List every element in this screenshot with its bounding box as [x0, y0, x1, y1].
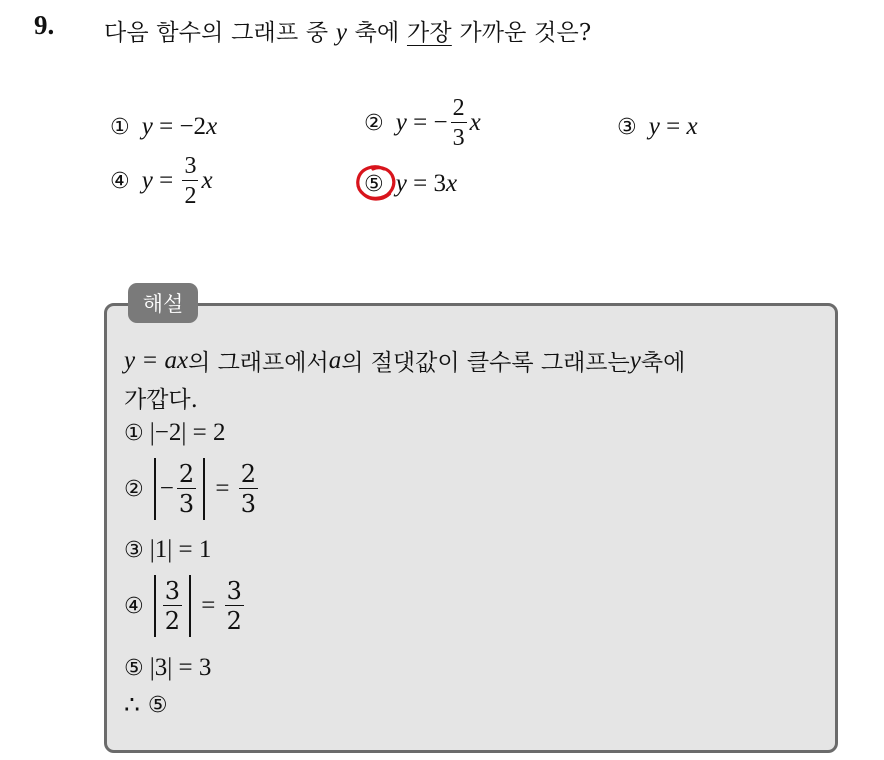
question-number: 9. — [34, 10, 55, 40]
option-marker: ② — [364, 110, 384, 136]
option-marker: ⑤ — [364, 171, 384, 197]
sign: − — [433, 109, 448, 136]
fraction — [177, 462, 196, 516]
intro-text: 의 그래프에서 — [188, 350, 329, 376]
intro-var-y: y — [629, 346, 641, 374]
answer-circle-mark — [354, 163, 400, 203]
abs-result: 1 — [198, 536, 212, 563]
var-x: x — [201, 167, 213, 194]
option-4[interactable] — [110, 154, 213, 208]
equals: = — [159, 113, 174, 140]
var-x: x — [445, 170, 458, 197]
abs-inner: 1 — [154, 536, 168, 563]
numerator: 2 — [178, 460, 195, 488]
item-marker: ③ — [124, 537, 144, 563]
numerator: 3 — [184, 153, 197, 179]
numerator: 2 — [240, 460, 257, 488]
question-text-part: 축에 — [347, 20, 407, 46]
numerator: 2 — [452, 95, 465, 121]
question-text — [104, 14, 591, 47]
question-var: y — [335, 19, 348, 46]
option-1[interactable] — [110, 113, 217, 141]
option-expression — [142, 154, 213, 208]
item-marker: ④ — [124, 593, 144, 619]
solution-intro-line2 — [124, 381, 198, 414]
var-x: x — [206, 113, 218, 140]
denominator: 2 — [164, 607, 181, 635]
item-marker: ① — [124, 420, 144, 446]
intro-var-a: a — [328, 346, 342, 374]
option-marker: ③ — [617, 114, 637, 140]
var-y: y — [395, 109, 407, 136]
var-y: y — [648, 113, 660, 140]
item-marker: ② — [124, 476, 144, 502]
fraction — [163, 579, 182, 633]
solution-item-2: ② − $\frac{2}{3}$ = $\frac{2}{3}$ — [124, 460, 257, 518]
solution-label: 해설 — [128, 283, 198, 323]
therefore-symbol: ∴ — [124, 692, 140, 719]
solution-item-4: ④ $\frac{3}{2}$ = $\frac{3}{2}$ — [124, 577, 242, 635]
equals: = — [413, 170, 428, 197]
item-marker: ⑤ — [124, 655, 144, 681]
abs-inner: −2 — [154, 419, 182, 446]
var-x: x — [469, 109, 481, 136]
intro-text: 가깝다. — [124, 387, 198, 413]
option-marker: ④ — [110, 168, 130, 194]
fraction — [225, 579, 244, 633]
solution-item-3: ③ | 1 | = 1 — [124, 536, 212, 563]
equals: = — [666, 113, 681, 140]
intro-math: y = ax — [124, 346, 189, 374]
abs-inner: 3 — [154, 654, 168, 681]
abs-result: 3 — [198, 654, 212, 681]
question-emphasis: 가장 — [406, 20, 452, 46]
conclusion-marker: ⑤ — [147, 692, 168, 718]
solution-conclusion — [124, 690, 180, 720]
question-text-part: 가까운 것은? — [451, 20, 592, 46]
numerator: 3 — [164, 577, 181, 605]
solution-intro-line1 — [124, 344, 685, 377]
abs-result: 2 — [212, 419, 226, 446]
var-y: y — [141, 167, 153, 194]
fraction — [451, 96, 467, 150]
intro-text: 축에 — [640, 350, 686, 376]
option-expression — [142, 113, 217, 141]
sign: − — [159, 475, 174, 502]
equals: = — [413, 109, 428, 136]
option-3[interactable] — [617, 113, 698, 141]
fraction — [239, 462, 258, 516]
option-marker: ① — [110, 114, 130, 140]
denominator: 2 — [226, 607, 242, 635]
denominator: 3 — [178, 490, 195, 518]
question-text-part: 다음 함수의 그래프 중 — [104, 20, 336, 46]
solution-item-1: ① | −2 | = 2 — [124, 419, 226, 446]
var-y: y — [141, 113, 153, 140]
denominator: 2 — [184, 183, 197, 209]
var-y: y — [395, 170, 407, 197]
coefficient: −2 — [179, 113, 207, 140]
option-expression — [396, 96, 481, 150]
solution-item-5: ⑤ | 3 | = 3 — [124, 654, 212, 681]
coefficient: 3 — [433, 170, 446, 197]
denominator: 3 — [452, 125, 465, 151]
fraction — [182, 154, 198, 208]
equals: = — [159, 167, 174, 194]
denominator: 3 — [240, 490, 257, 518]
option-expression — [396, 170, 457, 198]
var-x: x — [686, 113, 698, 140]
option-2[interactable] — [364, 96, 481, 150]
intro-text: 의 절댓값이 클수록 그래프는 — [341, 350, 630, 376]
option-expression — [649, 113, 698, 141]
numerator: 3 — [226, 577, 242, 605]
